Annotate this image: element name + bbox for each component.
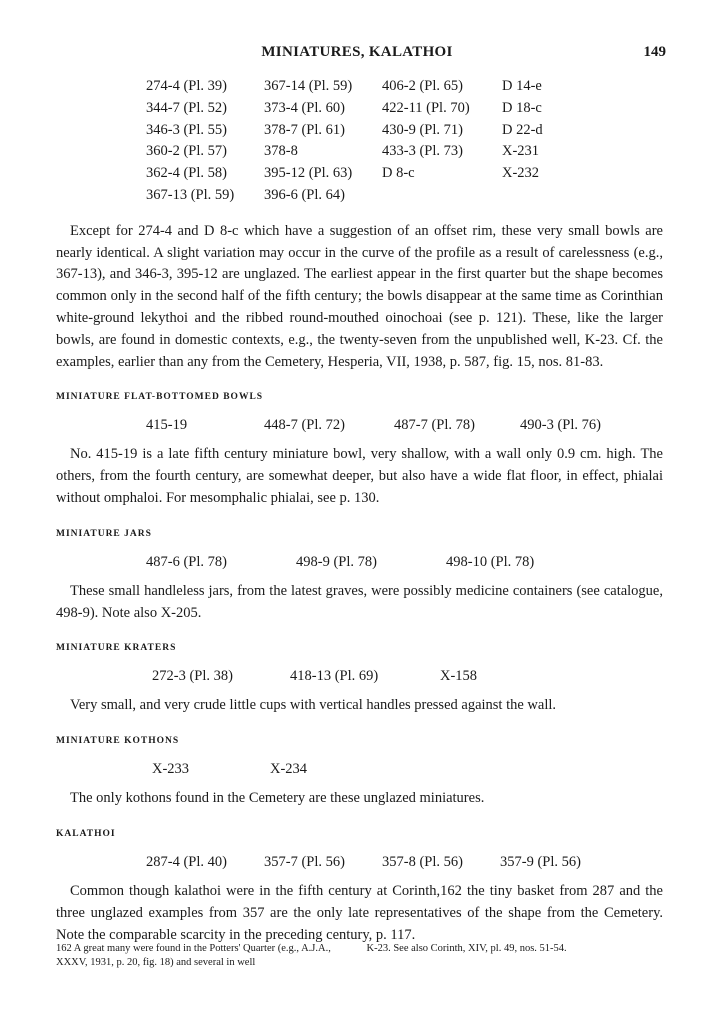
page-number: 149	[643, 44, 666, 60]
item-list	[146, 415, 663, 435]
table-row	[146, 185, 663, 207]
section-heading: MINIATURE KRATERS	[56, 643, 177, 654]
item-list	[146, 852, 663, 872]
list-item: 498-10 (Pl. 78)	[446, 553, 535, 570]
table-row	[146, 120, 663, 142]
table-cell: 378-8	[264, 143, 298, 160]
table-cell: D 22-d	[502, 121, 543, 138]
page-header	[0, 44, 714, 68]
list-item: 418-13 (Pl. 69)	[290, 668, 379, 685]
table-cell: 367-14 (Pl. 59)	[264, 78, 353, 94]
section-paragraph: Very small, and very crude little cups with vertical handles pressed against the wall.	[70, 697, 557, 714]
table-cell: D 14-e	[502, 78, 542, 94]
list-item: 487-6 (Pl. 78)	[146, 553, 227, 570]
table-cell: 360-2 (Pl. 57)	[146, 143, 227, 160]
list-item: 287-4 (Pl. 40)	[146, 853, 227, 870]
table-cell: 362-4 (Pl. 58)	[146, 165, 227, 182]
table-cell: X-232	[502, 165, 540, 182]
item-list	[152, 759, 663, 779]
table-cell: D 8-c	[382, 165, 415, 182]
table-cell: 344-7 (Pl. 52)	[146, 99, 227, 116]
running-title: MINIATURES, KALATHOI	[261, 44, 453, 60]
table-cell: 378-7 (Pl. 61)	[264, 121, 345, 138]
section-heading: MINIATURE KOTHONS	[56, 736, 180, 747]
table-row	[146, 76, 663, 98]
section-heading: KALATHOI	[56, 828, 116, 839]
table-cell: 367-13 (Pl. 59)	[146, 186, 235, 203]
section-heading: MINIATURE JARS	[56, 528, 152, 539]
table-cell: 433-3 (Pl. 73)	[382, 143, 463, 160]
section-paragraph: No. 415-19 is a late fifth century miniature bowl, very shallow, with a wall only 0.9 cm. high. The others, from the fourth century, are somewhat deeper, but also have a wide flat floor, in effect, phialai without omphaloi. For mesomphalic phialai, see p. 130.	[56, 446, 663, 506]
table-row	[146, 163, 663, 185]
table-cell: 422-11 (Pl. 70)	[382, 99, 470, 116]
item-list	[152, 666, 663, 686]
section-paragraph: These small handleless jars, from the latest graves, were possibly medicine containers (see catalogue, 498-9). Note also X-205.	[56, 582, 663, 621]
item-list	[146, 552, 663, 572]
table-cell: 373-4 (Pl. 60)	[264, 99, 345, 116]
list-item: 357-9 (Pl. 56)	[500, 853, 581, 870]
list-item: 357-8 (Pl. 56)	[382, 853, 463, 870]
list-item: 415-19	[146, 417, 188, 434]
table-cell: 395-12 (Pl. 63)	[264, 165, 353, 182]
section-paragraph: The only kothons found in the Cemetery are these unglazed miniatures.	[70, 790, 485, 807]
table-cell: X-231	[502, 143, 540, 160]
list-item: 272-3 (Pl. 38)	[152, 668, 233, 685]
list-item: 490-3 (Pl. 76)	[520, 417, 601, 434]
section-heading: MINIATURE FLAT-BOTTOMED BOWLS	[56, 392, 264, 403]
list-item: X-234	[270, 761, 308, 778]
reference-table	[146, 76, 663, 207]
page-content	[56, 76, 663, 946]
list-item: 498-9 (Pl. 78)	[296, 553, 377, 570]
footnotes	[56, 942, 663, 970]
list-item: 487-7 (Pl. 78)	[394, 417, 475, 434]
section-paragraph: Common though kalathoi were in the fifth century at Corinth,162 the tiny basket from 287 and the three unglazed examples from 357 are the only late representatives of the shape from the Cemetery. Note the comparable scarcity in the preceding century, p. 117.	[56, 882, 663, 943]
table-cell: 406-2 (Pl. 65)	[382, 78, 463, 94]
table-row	[146, 98, 663, 120]
table-cell: 274-4 (Pl. 39)	[146, 78, 227, 94]
table-cell: 430-9 (Pl. 71)	[382, 121, 463, 138]
list-item: X-233	[152, 761, 190, 778]
table-cell: 346-3 (Pl. 55)	[146, 121, 227, 138]
table-cell: D 18-c	[502, 99, 542, 116]
intro-paragraph: Except for 274-4 and D 8-c which have a suggestion of an offset rim, these very small bowls are nearly identical. A slight variation may occur in the curve of the profile as a result of carelessness (e.g., 367-13), and 346-3, 395-12 are unglazed. The earliest appear in the first quarter but the shape becomes common only in the second half of the fifth century; the bowls disappear at the same time as Corinthian white-ground lekythoi and the ribbed round-mouthed oinochoai (see p. 121). These, like the larger bowls, are found in domestic contexts, e.g., the twenty-seven from the unpublished well, K-23. Cf. the examples, earlier than any from the Cemetery, Hesperia, VII, 1938, p. 587, fig. 15, nos. 81-83.	[56, 222, 663, 370]
list-item: X-158	[440, 668, 478, 685]
footnote-left: 162 A great many were found in the Potters' Quarter (e.g., A.J.A., XXXV, 1931, p. 20, fig. 18) and several in well	[56, 943, 331, 968]
list-item: 357-7 (Pl. 56)	[264, 853, 345, 870]
list-item: 448-7 (Pl. 72)	[264, 417, 345, 434]
footnote-right: K-23. See also Corinth, XIV, pl. 49, nos. 51-54.	[366, 943, 567, 954]
table-cell: 396-6 (Pl. 64)	[264, 186, 345, 203]
table-row	[146, 141, 663, 163]
